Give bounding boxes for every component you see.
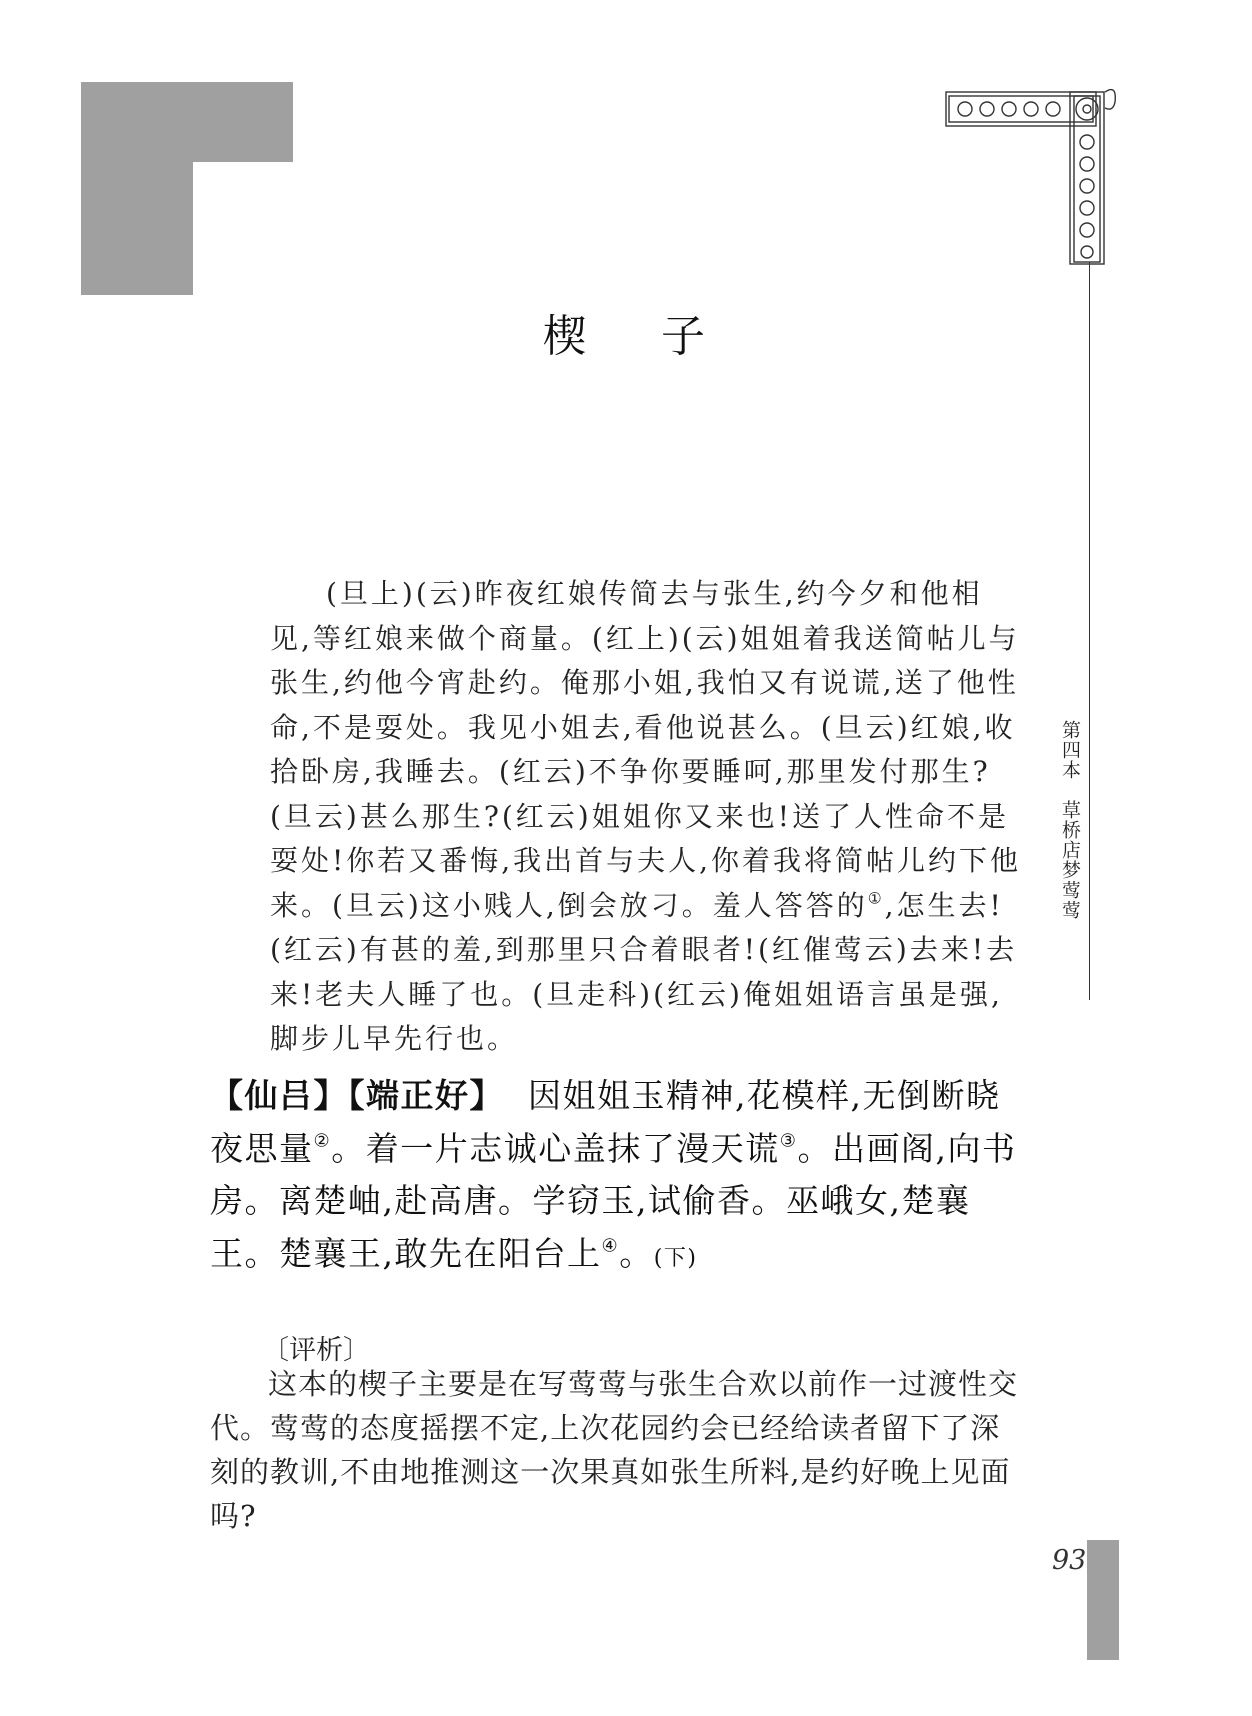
stage-direction: (下)	[653, 1245, 698, 1271]
analysis-heading: 〔评析〕	[262, 1335, 370, 1366]
dialogue-paragraph	[270, 572, 1022, 1062]
aria-text: 因姐姐玉精神,花模样,无倒断晓夜思量	[210, 1076, 1001, 1168]
dialogue-text: (旦上)(云)昨夜红娘传简去与张生,约今夕和他相见,等红娘来做个商量。(红上)(云)姐姐着我送简帖儿与张生,约他今宵赴约。俺那小姐,我怕又有说谎,送了他性命,不是耍处。我见小姐去,看他说甚么。(旦云)红娘,收拾卧房,我睡去。(红云)不争你要睡呵,那里发付那生?(旦云)甚么那生?(红云)姐姐你又来也!送了人性命不是耍处!你若又番悔,我出首与夫人,你着我将简帖儿约下他来。(旦云)这小贱人,倒会放刁。羞人答答的	[270, 577, 1022, 922]
footnote-marker: ①	[867, 888, 885, 907]
section-title	[0, 300, 1252, 364]
aria-text: 。着一片志诚心盖抹了漫天谎	[331, 1128, 780, 1168]
corner-ornament-icon	[945, 82, 1125, 266]
footnote-marker: ④	[601, 1234, 620, 1256]
page-tab	[1087, 1540, 1119, 1660]
footnote-marker: ③	[779, 1129, 798, 1151]
corner-gray-block-vertical	[81, 82, 193, 295]
side-rule	[1089, 262, 1090, 1000]
page-number: 93	[1052, 1545, 1087, 1576]
analysis-paragraph	[210, 1362, 1022, 1538]
aria-text: 。	[619, 1233, 654, 1273]
tune-name: 【仙吕】【端正好】	[210, 1076, 504, 1115]
running-head: 第四本 草桥店梦莺莺	[1059, 720, 1081, 920]
aria-text: 。出画阁,向书房。离楚岫,赴高唐。学窃玉,试偷香。巫峨女,楚襄王。楚襄王,敢先在阳台上	[210, 1128, 1017, 1273]
footnote-marker: ②	[313, 1129, 332, 1151]
aria-verse	[210, 1070, 1022, 1285]
title-char-2: 子	[661, 311, 710, 362]
title-char-1: 楔	[542, 311, 591, 362]
analysis-text: 这本的楔子主要是在写莺莺与张生合欢以前作一过渡性交代。莺莺的态度摇摆不定,上次花园约会已经给读者留下了深刻的教训,不由地推测这一次果真如张生所料,是约好晚上见面吗?	[210, 1367, 1019, 1533]
dialogue-text-tail: ,怎生去!(红云)有甚的羞,到那里只合着眼者!(红催莺云)去来!去来!老夫人睡了也。(旦走科)(红云)俺姐姐语言虽是强,脚步儿早先行也。	[270, 888, 1018, 1055]
